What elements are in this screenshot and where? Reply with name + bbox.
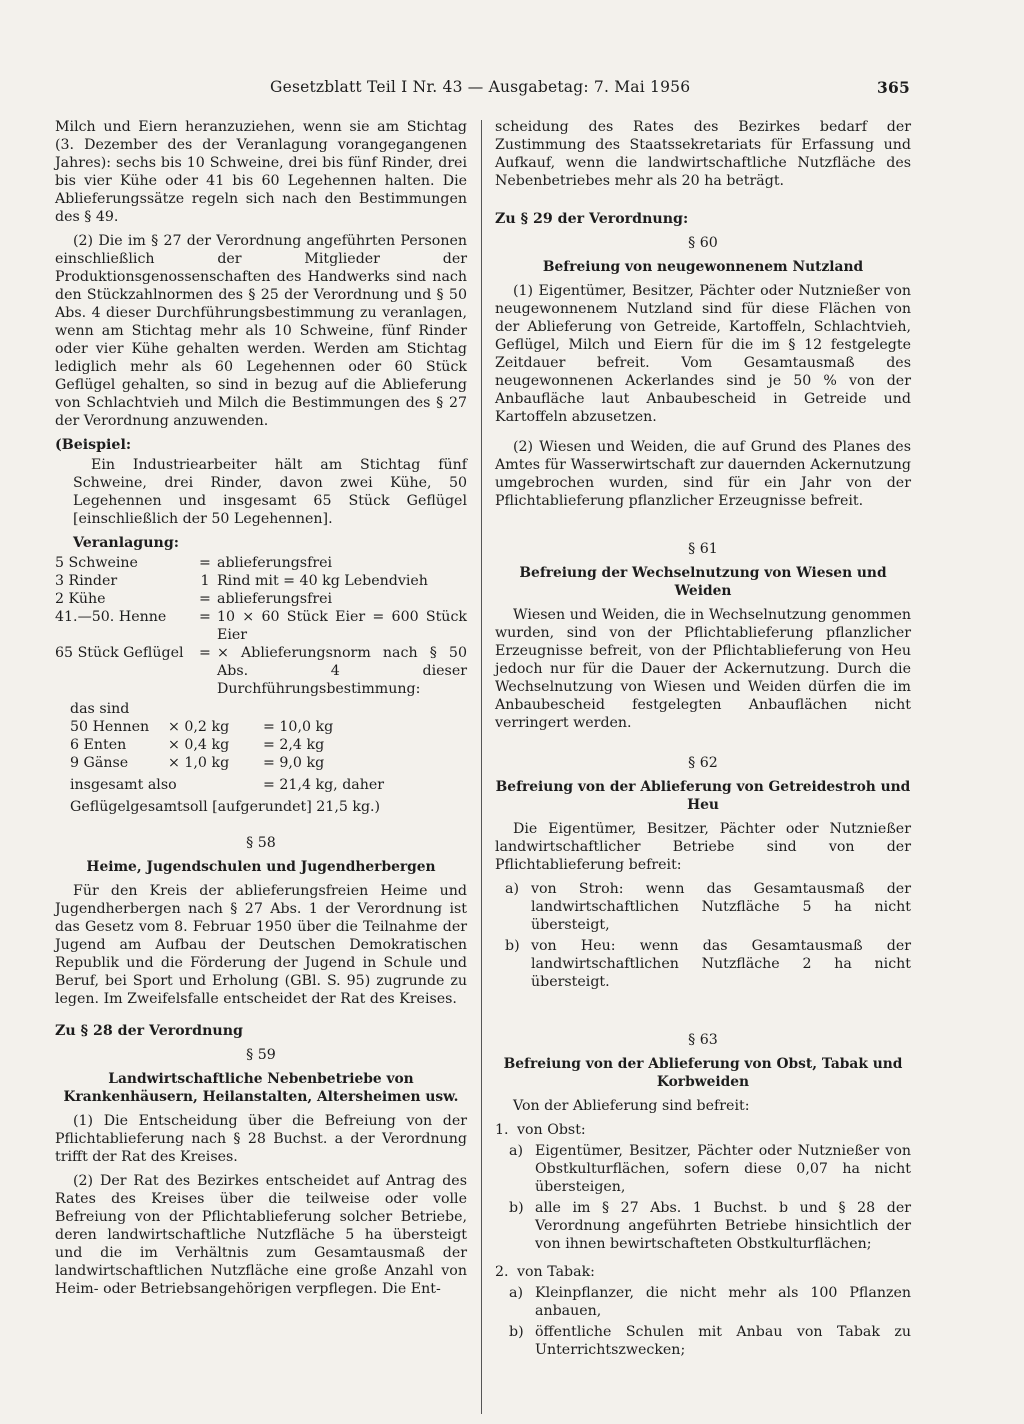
table-row [70, 718, 370, 736]
verordnung-heading: Zu § 28 der Verordnung [55, 1023, 243, 1039]
table-cell: = 2,4 kg [263, 737, 325, 753]
section-title: Befreiung der Wechselnutzung von Wiesen und Weiden [519, 565, 887, 599]
list-heading: von Tabak: [517, 1264, 595, 1280]
paragraph: scheidung des Rates des Bezirkes bedarf der Zustimmung des Staatssekretariats für Erfassung und Aufkauf, wenn die landwirtschaftliche Nutzfläche des Nebenbetriebes mehr als 20 ha beträgt. [495, 119, 911, 189]
calc-table [70, 718, 370, 772]
table-cell: × 1,0 kg [168, 755, 230, 771]
table-cell: 5 Schweine [55, 555, 138, 571]
veranlagung-table [55, 554, 467, 698]
column-divider [481, 120, 482, 1414]
paragraph: Für den Kreis der ablieferungsfreien Heime und Jugendherbergen nach § 27 Abs. 1 der Verordnung ist das Gesetz vom 8. Februar 1950 über die Teilnahme der Jugend am Aufbau der Deutschen Demokratischen Republik und die Förderung der Jugend in Schule und Beruf, bei Sport und Erholung (GBl. S. 95) zugrunde zu legen. Im Zweifelsfalle entscheidet der Rat des Kreises. [55, 883, 467, 1007]
verordnung-heading: Zu § 29 der Verordnung: [495, 211, 689, 227]
section-title: Landwirtschaftliche Nebenbetriebe von Krankenhäusern, Heilanstalten, Altersheimen usw. [63, 1071, 459, 1105]
list-label: a) [505, 881, 519, 897]
paragraph: (2) Der Rat des Bezirkes entscheidet auf Antrag des Rates des Kreises über die teilweise oder volle Befreiung von der Pflichtablieferung solcher Betriebe, deren landwirtschaftliche Nutzfläche 5 ha übersteigt und die im Verhältnis zum Gesamtausmaß der landwirtschaftlichen Nutzfläche eine große Anzahl von Heim- oder Betriebsangehörigen verpflegen. Die Ent- [55, 1173, 467, 1297]
list-text: Eigentümer, Besitzer, Pächter oder Nutznießer von Obstkulturflächen, sofern diese 0,07 ha nicht übersteigen, [535, 1143, 911, 1195]
table-cell: × Ablieferungsnorm nach § 50 Abs. 4 dieser Durchführungsbestimmung: [217, 645, 467, 697]
list-item [495, 1263, 911, 1281]
table-cell: 6 Enten [70, 737, 127, 753]
paragraph: (1) Eigentümer, Besitzer, Pächter oder Nutznießer von neugewonnenem Nutzland sind für diese Flächen von der Ablieferung von Getreide, Kartoffeln, Schlachtvieh, Geflügel, Milch und Eiern für die im § 12 festgelegte Zeitdauer befreit. Vom Gesamtausmaß des neugewonnenen Ackerlandes sind je 50 % von der Anbaufläche laut Anbaubescheid in Getreide und Kartoffeln abzusetzen. [495, 283, 911, 425]
table-cell: = 10,0 kg [263, 719, 334, 735]
s62-list [505, 880, 911, 991]
table-row [70, 776, 430, 794]
table-cell: × 0,4 kg [168, 737, 230, 753]
paragraph: Die Eigentümer, Besitzer, Pächter oder Nutznießer landwirtschaftlicher Betriebe sind von der Pflichtablieferung befreit: [495, 821, 911, 873]
table-cell: ablieferungsfrei [217, 591, 333, 607]
table-cell: 41.—50. Henne [55, 609, 167, 625]
right-column [495, 118, 911, 1362]
table-cell: = [199, 609, 211, 625]
list-label: 2. [495, 1264, 509, 1280]
section-number: § 60 [688, 235, 718, 251]
list-text: alle im § 27 Abs. 1 Buchst. b und § 28 der Verordnung angeführten Betriebe hinsichtlich der von ihnen bewirtschafteten Obstkulturflächen; [535, 1200, 911, 1252]
das-sind-label: das sind [70, 701, 130, 717]
list-item [509, 1199, 911, 1253]
table-cell: 1 [200, 573, 210, 589]
total-value: = 21,4 kg, daher [263, 777, 385, 793]
page-header [270, 78, 910, 96]
table-cell: Rind mit = 40 kg Lebendvieh [217, 573, 428, 589]
table-cell: 3 Rinder [55, 573, 118, 589]
section-title: Befreiung von neugewonnenem Nutzland [542, 259, 864, 275]
table-cell: = [199, 591, 211, 607]
list-item [495, 1121, 911, 1139]
table-row [55, 608, 467, 644]
table-cell: × 0,2 kg [168, 719, 230, 735]
list-item [509, 1323, 911, 1359]
list-text: von Heu: wenn das Gesamtausmaß der landwirtschaftlichen Nutzfläche 2 ha nicht übersteigt. [531, 938, 911, 990]
list-item [505, 937, 911, 991]
paragraph: (2) Wiesen und Weiden, die auf Grund des Planes des Amtes für Wasserwirtschaft zur dauernden Ackernutzung umgebrochen wurden, sind für ein Jahr von der Pflichtablieferung pflanzlicher Erzeugnisse befreit. [495, 439, 911, 509]
list-label: 1. [495, 1122, 509, 1138]
table-row [55, 590, 467, 608]
table-cell: 2 Kühe [55, 591, 106, 607]
example-text: Ein Industriearbeiter hält am Stichtag fünf Schweine, drei Rinder, davon zwei Kühe, 50 Legehennen und insgesamt 65 Stück Geflügel [einschließlich der 50 Legehennen]. [73, 457, 467, 527]
list-text: öffentliche Schulen mit Anbau von Tabak zu Unterrichtszwecken; [535, 1324, 911, 1358]
paragraph: Wiesen und Weiden, die in Wechselnutzung genommen wurden, sind von der Pflichtablieferung pflanzlicher Erzeugnisse befreit, von der Pflichtablieferung von Heu jedoch nur für die Dauer der Ackernutzung. Durch die Wechselnutzung von Wiesen und Weiden dürfen die im Anbaubescheid festgelegten Anbauflächen nicht verringert werden. [495, 607, 911, 731]
header-title: Gesetzblatt Teil I Nr. 43 — Ausgabetag: 7. Mai 1956 [270, 78, 691, 96]
table-row [70, 754, 370, 772]
veranlagung-heading: Veranlagung: [73, 535, 180, 551]
table-cell: = [199, 555, 211, 571]
paragraph: Milch und Eiern heranzuziehen, wenn sie am Stichtag (3. Dezember des der Veranlagung vorangegangenen Jahres): sechs bis 10 Schweine, drei bis fünf Rinder, drei bis vier Kühe oder 41 bis 60 Legehennen halten. Die Ablieferungssätze regeln sich nach den Bestimmungen des § 49. [55, 119, 467, 225]
list-item [505, 880, 911, 934]
section-number: § 58 [246, 835, 276, 851]
total-label: insgesamt also [70, 777, 177, 793]
list-item [509, 1284, 911, 1320]
table-cell: ablieferungsfrei [217, 555, 333, 571]
list-text: von Stroh: wenn das Gesamtausmaß der landwirtschaftlichen Nutzfläche 5 ha nicht übersteigt, [531, 881, 911, 933]
table-row [55, 572, 467, 590]
list-label: a) [509, 1143, 523, 1159]
geflugel-soll: Geflügelgesamtsoll [aufgerundet] 21,5 kg.) [70, 799, 381, 815]
tabak-list [509, 1284, 911, 1359]
list-label: b) [505, 938, 520, 954]
table-row [55, 644, 467, 698]
section-title: Heime, Jugendschulen und Jugendherbergen [86, 859, 436, 875]
table-cell: 9 Gänse [70, 755, 129, 771]
list-text: Kleinpflanzer, die nicht mehr als 100 Pflanzen anbauen, [535, 1285, 911, 1319]
table-cell: 10 × 60 Stück Eier = 600 Stück Eier [217, 609, 467, 643]
list-heading: von Obst: [517, 1122, 586, 1138]
table-cell: = 9,0 kg [263, 755, 325, 771]
paragraph: (1) Die Entscheidung über die Befreiung von der Pflichtablieferung nach § 28 Buchst. a der Verordnung trifft der Rat des Kreises. [55, 1113, 467, 1165]
section-title: Befreiung von der Ablieferung von Getreidestroh und Heu [495, 779, 911, 813]
section-number: § 61 [688, 541, 718, 557]
table-cell: 50 Hennen [70, 719, 150, 735]
table-row [70, 736, 370, 754]
paragraph: (2) Die im § 27 der Verordnung angeführten Personen einschließlich der Mitglieder der Produktionsgenossenschaften des Handwerks sind nach den Stückzahlnormen des § 25 der Verordnung und § 50 Abs. 4 dieser Durchführungsbestimmung zu veranlagen, wenn am Stichtag mehr als 10 Schweine, fünf Rinder oder vier Kühe gehalten werden. Werden am Stichtag lediglich mehr als 60 Legehennen oder 60 Stück Geflügel gehalten, so sind in bezug auf die Ablieferung von Schlachtvieh und Milch die Bestimmungen des § 27 der Verordnung anzuwenden. [55, 233, 467, 429]
list-label: b) [509, 1200, 524, 1216]
section-number: § 62 [688, 755, 718, 771]
obst-list [509, 1142, 911, 1253]
left-column [55, 118, 467, 1304]
page-number: 365 [877, 78, 910, 97]
table-cell: = [199, 645, 211, 661]
list-item [509, 1142, 911, 1196]
list-label: b) [509, 1324, 524, 1340]
table-cell: 65 Stück Geflügel [55, 645, 184, 661]
section-number: § 59 [246, 1047, 276, 1063]
list-label: a) [509, 1285, 523, 1301]
table-row [55, 554, 467, 572]
paragraph: Von der Ablieferung sind befreit: [513, 1098, 750, 1114]
section-number: § 63 [688, 1032, 718, 1048]
total-table [70, 776, 430, 794]
example-heading: (Beispiel: [55, 437, 132, 453]
section-title: Befreiung von der Ablieferung von Obst, Tabak und Korbweiden [503, 1056, 903, 1090]
